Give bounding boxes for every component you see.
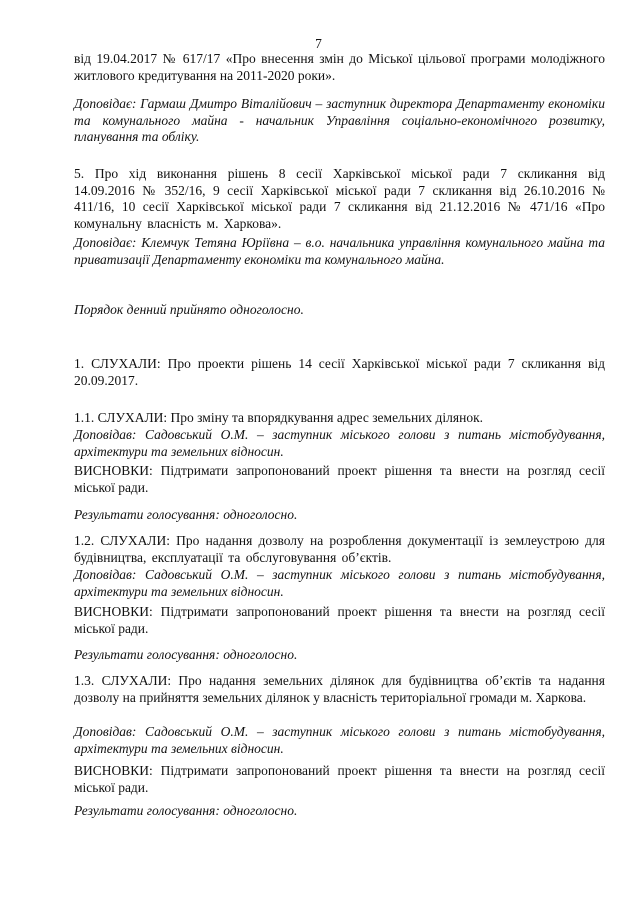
s1-3-heard: 1.3. СЛУХАЛИ: Про надання земельних ділянок для будівництва об’єктів та надання дозволу на прийняття земельних ділянок у власність територіальної громади м. Харкова. [74, 673, 605, 705]
item4-reporter: Доповідає: Гармаш Дмитро Віталійович – заступник директора Департаменту економіки та комунального майна - начальник Управління соціально-економічного розвитку, планування та обліку. [74, 96, 605, 145]
s1-1-result: Результати голосування: одноголосно. [74, 507, 298, 522]
section1-heard: 1. СЛУХАЛИ: Про проекти рішень 14 сесії Харківської міської ради 7 скликання від 20.09.2017. [74, 356, 605, 388]
s1-3-conclusions: ВИСНОВКИ: Підтримати запропонований проект рішення та внести на розгляд сесії міської ради. [74, 763, 605, 795]
item5-reporter: Доповідає: Клемчук Тетяна Юріївна – в.о. начальника управління комунального майна та приватизації Департаменту економіки та комунального майна. [74, 235, 605, 267]
s1-3-reporter: Доповідав: Садовський О.М. – заступник міського голови з питань містобудування, архітектури та земельних відносин. [74, 724, 605, 756]
s1-1-reporter: Доповідав: Садовський О.М. – заступник міського голови з питань містобудування, архітектури та земельних відносин. [74, 427, 605, 459]
s1-1-heard: 1.1. СЛУХАЛИ: Про зміну та впорядкування адрес земельних ділянок. [74, 410, 484, 425]
s1-1-conclusions: ВИСНОВКИ: Підтримати запропонований проект рішення та внести на розгляд сесії міської ради. [74, 463, 605, 495]
page-number: 7 [315, 36, 322, 51]
s1-2-conclusions: ВИСНОВКИ: Підтримати запропонований проект рішення та внести на розгляд сесії міської ради. [74, 604, 605, 636]
s1-2-result: Результати голосування: одноголосно. [74, 647, 298, 662]
agenda-adopted-note: Порядок денний прийнято одноголосно. [74, 302, 304, 317]
item4-decision-text: від 19.04.2017 № 617/17 «Про внесення змін до Міської цільової програми молодіжного житлового кредитування на 2011-2020 роки». [74, 51, 605, 83]
s1-3-result: Результати голосування: одноголосно. [74, 803, 298, 818]
s1-2-reporter: Доповідав: Садовський О.М. – заступник міського голови з питань містобудування, архітектури та земельних відносин. [74, 567, 605, 599]
s1-2-heard: 1.2. СЛУХАЛИ: Про надання дозволу на розроблення документації із землеустрою для будівництва, експлуатації та обслуговування об’єктів. [74, 533, 605, 565]
item5-text: 5. Про хід виконання рішень 8 сесії Харківської міської ради 7 скликання від 14.09.2016 № 352/16, 9 сесії Харківської міської ради 7 скликання від 26.10.2016 № 411/16, 10 сесії Харківської міської ради 7 скликання від 21.12.2016 № 471/16 «Про комунальну власність м. Харкова». [74, 166, 605, 231]
